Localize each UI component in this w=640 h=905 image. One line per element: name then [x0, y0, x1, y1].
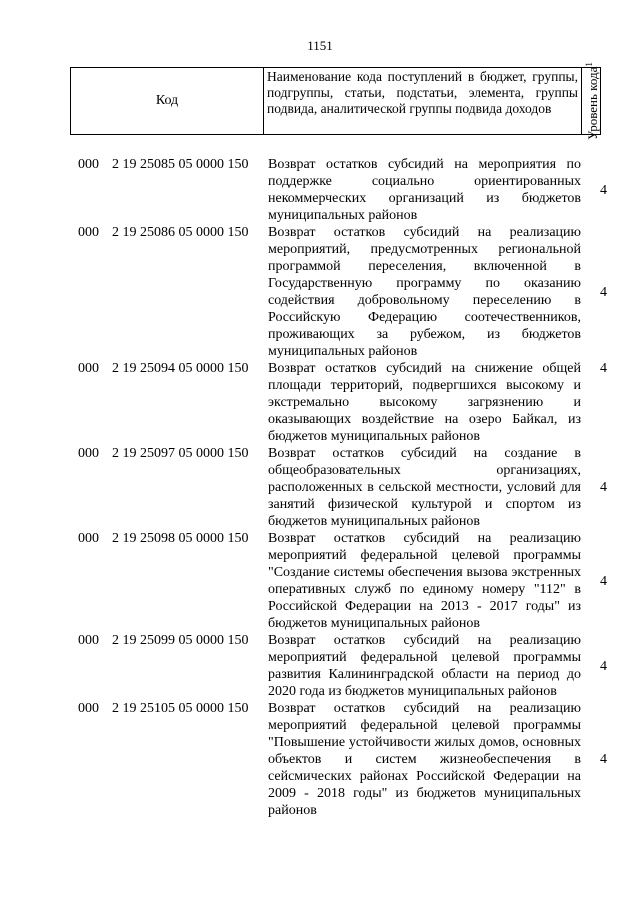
- row-level: 4: [600, 361, 607, 376]
- row-budget-code: 2 19 25099 05 0000 150: [112, 633, 249, 648]
- table-row: [0, 224, 640, 360]
- row-admin-code: 000: [78, 446, 99, 461]
- header-level-text: Уровень кода: [585, 66, 601, 140]
- table-row: [0, 530, 640, 632]
- row-name: Возврат остатков субсидий на мероприятия по поддержке социально ориентированных некоммерческих организаций из бюджетов муниципальных районов: [268, 157, 581, 223]
- row-admin-code: 000: [78, 531, 99, 546]
- row-admin-code: 000: [78, 701, 99, 716]
- row-budget-code: 2 19 25097 05 0000 150: [112, 446, 249, 461]
- header-code-cell: [71, 68, 264, 134]
- row-name: Возврат остатков субсидий на реализацию мероприятий федеральной целевой программы развития Калининградской области на период до 2020 года из бюджетов муниципальных районов: [268, 633, 581, 699]
- header-level-footnote-mark: 1: [583, 62, 594, 67]
- row-name: Возврат остатков субсидий на реализацию мероприятий, предусмотренных региональной программой переселения, включенной в Государственную программу по оказанию содействия добровольному переселению в Российскую Федерацию соотечественников, проживающих за рубежом, из бюджетов муниципальных районов: [268, 225, 581, 359]
- table-row: [0, 360, 640, 445]
- table-body: [0, 156, 640, 819]
- row-name: Возврат остатков субсидий на создание в общеобразовательных организациях, расположенных в сельской местности, условий для занятий физической культурой и спортом из бюджетов муниципальных районов: [268, 446, 581, 529]
- table-row: [0, 445, 640, 530]
- row-level: 4: [600, 573, 607, 589]
- row-name: Возврат остатков субсидий на реализацию мероприятий федеральной целевой программы "Создание системы обеспечения вызова экстренных оперативных служб по единому номеру "112" в Российской Федерации на 2013 - 2017 годы" из бюджетов муниципальных районов: [268, 531, 581, 631]
- row-name: Возврат остатков субсидий на снижение общей площади территорий, подвергшихся высокому и экстремально высокому загрязнению и оказывающих воздействие на озеро Байкал, из бюджетов муниципальных районов: [268, 361, 581, 444]
- row-admin-code: 000: [78, 225, 99, 240]
- table-row: [0, 700, 640, 819]
- row-budget-code: 2 19 25098 05 0000 150: [112, 531, 249, 546]
- row-level: 4: [600, 284, 607, 300]
- row-budget-code: 2 19 25105 05 0000 150: [112, 701, 249, 716]
- table-header: [70, 62, 601, 140]
- header-name-label: Наименование кода поступлений в бюджет, группы, подгруппы, статьи, подстатьи, элемента, группы подвида, аналитической группы подвида доходов: [267, 69, 578, 116]
- row-level: 4: [600, 752, 607, 767]
- row-admin-code: 000: [78, 633, 99, 648]
- page-number: 1151: [307, 38, 333, 53]
- table-row: [0, 632, 640, 700]
- row-admin-code: 000: [78, 361, 99, 376]
- header-name-cell: [264, 68, 582, 134]
- header-level-cell: [582, 62, 601, 140]
- row-level: 4: [600, 658, 607, 674]
- table-row: [0, 156, 640, 224]
- row-level: 4: [600, 480, 607, 495]
- row-admin-code: 000: [78, 157, 99, 172]
- header-code-label: Код: [155, 93, 179, 108]
- row-level: 4: [600, 182, 607, 198]
- row-budget-code: 2 19 25085 05 0000 150: [112, 157, 249, 172]
- header-level-label: [582, 62, 600, 140]
- row-budget-code: 2 19 25086 05 0000 150: [112, 225, 249, 240]
- row-name: Возврат остатков субсидий на реализацию мероприятий федеральной целевой программы "Повышение устойчивости жилых домов, основных объектов и систем жизнеобеспечения в сейсмических районах Российской Федерации на 2009 - 2018 годы" из бюджетов муниципальных районов: [268, 701, 581, 818]
- row-budget-code: 2 19 25094 05 0000 150: [112, 361, 249, 376]
